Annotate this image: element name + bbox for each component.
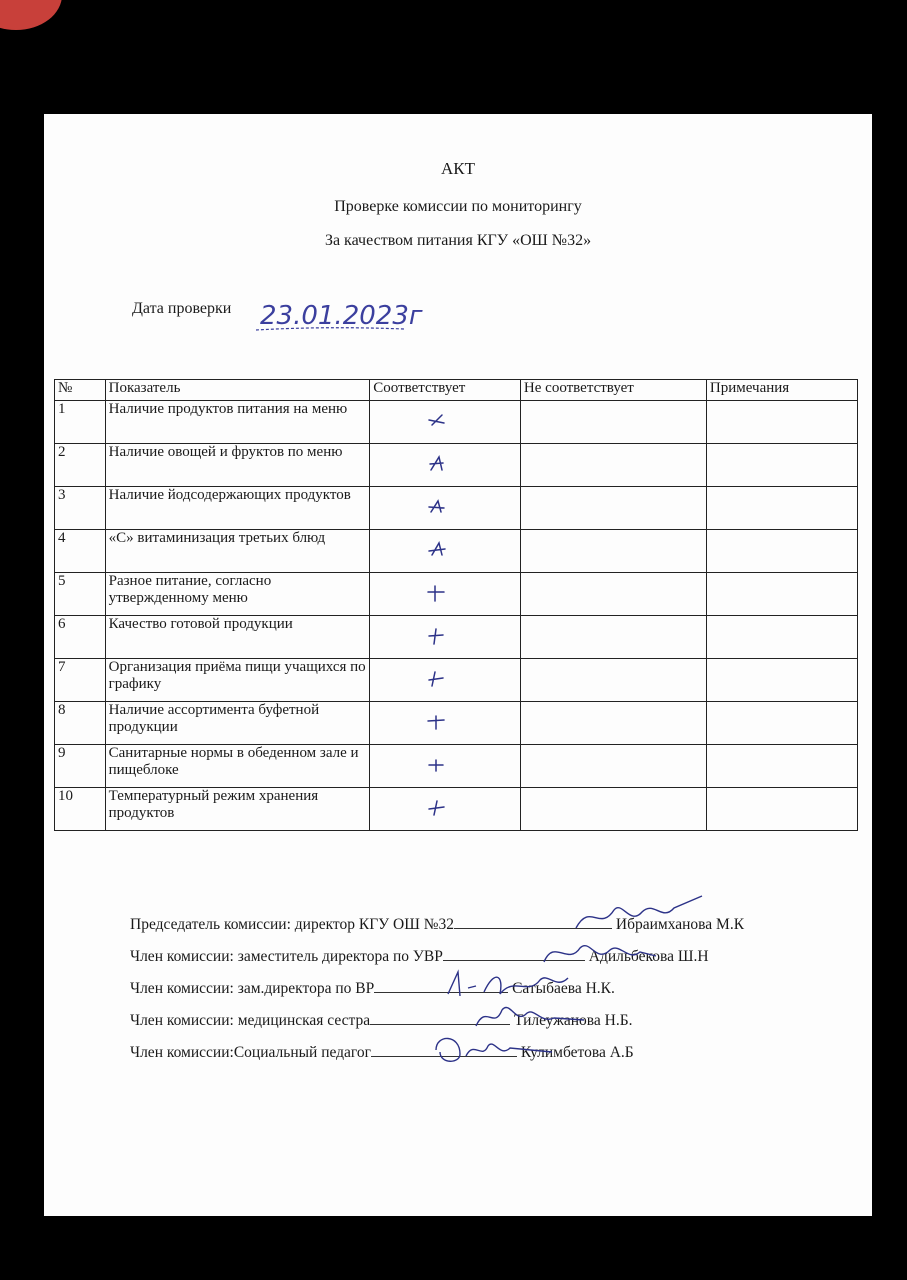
signature-row (130, 978, 744, 1010)
document-subtitle: Проверке комиссии по мониторингу (334, 198, 582, 215)
row-number: 9 (55, 745, 106, 788)
table-row (55, 530, 858, 573)
handwritten-date (256, 296, 423, 336)
complies-cell (370, 788, 521, 831)
complies-cell (370, 745, 521, 788)
row-number: 5 (55, 573, 106, 616)
document-page (44, 114, 872, 1216)
complies-cell (370, 487, 521, 530)
signature-mark (470, 996, 590, 1034)
notes-cell (706, 616, 857, 659)
row-indicator: Наличие йодсодержающих продуктов (105, 487, 370, 530)
row-indicator: Наличие ассортимента буфетной продукции (105, 702, 370, 745)
table-row (55, 745, 858, 788)
signer-role: Член комиссии: медицинская сестра (130, 1012, 371, 1029)
row-number: 7 (55, 659, 106, 702)
complies-cell (370, 616, 521, 659)
row-indicator: Организация приёма пищи учащихся по графику (105, 659, 370, 702)
table-row (55, 444, 858, 487)
handwritten-check-icon (425, 669, 447, 689)
date-value: 23.01.2023г (260, 301, 423, 331)
commission-signatures (130, 914, 744, 1074)
handwritten-check-icon (425, 583, 447, 603)
notes-cell (706, 573, 857, 616)
row-indicator: Наличие овощей и фруктов по меню (105, 444, 370, 487)
table-row (55, 487, 858, 530)
signer-name: Сатыбаева Н.К. (512, 980, 615, 997)
criteria-table (54, 379, 858, 831)
row-indicator: Температурный режим хранения продуктов (105, 788, 370, 831)
notes-cell (706, 702, 857, 745)
signer-name: Ибраимханова М.К (615, 916, 745, 933)
row-number: 8 (55, 702, 106, 745)
table-row (55, 401, 858, 444)
row-indicator: Качество готовой продукции (105, 616, 370, 659)
column-header-notes: Примечания (706, 380, 857, 401)
handwritten-check-icon (425, 755, 447, 775)
column-header-not-complies: Не соответствует (520, 380, 706, 401)
column-header-complies: Соответствует (370, 380, 521, 401)
row-number: 6 (55, 616, 106, 659)
column-header-indicator: Показатель (105, 380, 370, 401)
not-complies-cell (520, 573, 706, 616)
handwritten-check-icon (425, 411, 447, 431)
complies-cell (370, 444, 521, 487)
recording-indicator (0, 0, 62, 30)
notes-cell (706, 659, 857, 702)
signer-role: Председатель комиссии: директор КГУ ОШ №32 (130, 916, 455, 933)
notes-cell (706, 788, 857, 831)
row-number: 2 (55, 444, 106, 487)
not-complies-cell (520, 745, 706, 788)
document-subtitle-2: За качеством питания КГУ «ОШ №32» (324, 232, 592, 249)
complies-cell (370, 702, 521, 745)
row-indicator: Наличие продуктов питания на меню (105, 401, 370, 444)
signer-role: Член комиссии:Социальный педагог (130, 1044, 372, 1061)
notes-cell (706, 745, 857, 788)
table-row (55, 573, 858, 616)
signer-name: Кулимбетова А.Б (520, 1044, 634, 1061)
signature-row (130, 1042, 744, 1074)
column-header-number: № (55, 380, 106, 401)
handwritten-check-icon (425, 540, 447, 560)
signer-name: Тилеужанова Н.Б. (513, 1012, 633, 1029)
not-complies-cell (520, 487, 706, 530)
row-number: 3 (55, 487, 106, 530)
signer-name: Адильбекова Ш.Н (588, 948, 709, 965)
notes-cell (706, 487, 857, 530)
not-complies-cell (520, 401, 706, 444)
not-complies-cell (520, 659, 706, 702)
handwritten-check-icon (425, 626, 447, 646)
document-title: АКТ (441, 159, 475, 178)
signer-role: Член комиссии: заместитель директора по УВР (130, 948, 443, 965)
table-header-row (55, 380, 858, 401)
signature-row (130, 946, 744, 978)
not-complies-cell (520, 788, 706, 831)
date-label: Дата проверки (132, 300, 232, 317)
handwritten-check-icon (425, 497, 447, 517)
row-number: 1 (55, 401, 106, 444)
not-complies-cell (520, 444, 706, 487)
handwritten-check-icon (425, 712, 447, 732)
complies-cell (370, 401, 521, 444)
row-number: 4 (55, 530, 106, 573)
row-indicator: Разное питание, согласно утвержденному меню (105, 573, 370, 616)
table-row (55, 788, 858, 831)
row-indicator: «С» витаминизация третьих блюд (105, 530, 370, 573)
row-indicator: Санитарные нормы в обеденном зале и пищеблоке (105, 745, 370, 788)
not-complies-cell (520, 616, 706, 659)
table-row (55, 702, 858, 745)
table-row (55, 659, 858, 702)
not-complies-cell (520, 530, 706, 573)
row-number: 10 (55, 788, 106, 831)
handwritten-check-icon (425, 798, 447, 818)
signer-role: Член комиссии: зам.директора по ВР (130, 980, 375, 997)
not-complies-cell (520, 702, 706, 745)
table-row (55, 616, 858, 659)
complies-cell (370, 530, 521, 573)
notes-cell (706, 444, 857, 487)
inspection-date (132, 300, 231, 318)
signature-mark (430, 1030, 560, 1070)
handwritten-check-icon (425, 454, 447, 474)
notes-cell (706, 401, 857, 444)
notes-cell (706, 530, 857, 573)
complies-cell (370, 573, 521, 616)
complies-cell (370, 659, 521, 702)
